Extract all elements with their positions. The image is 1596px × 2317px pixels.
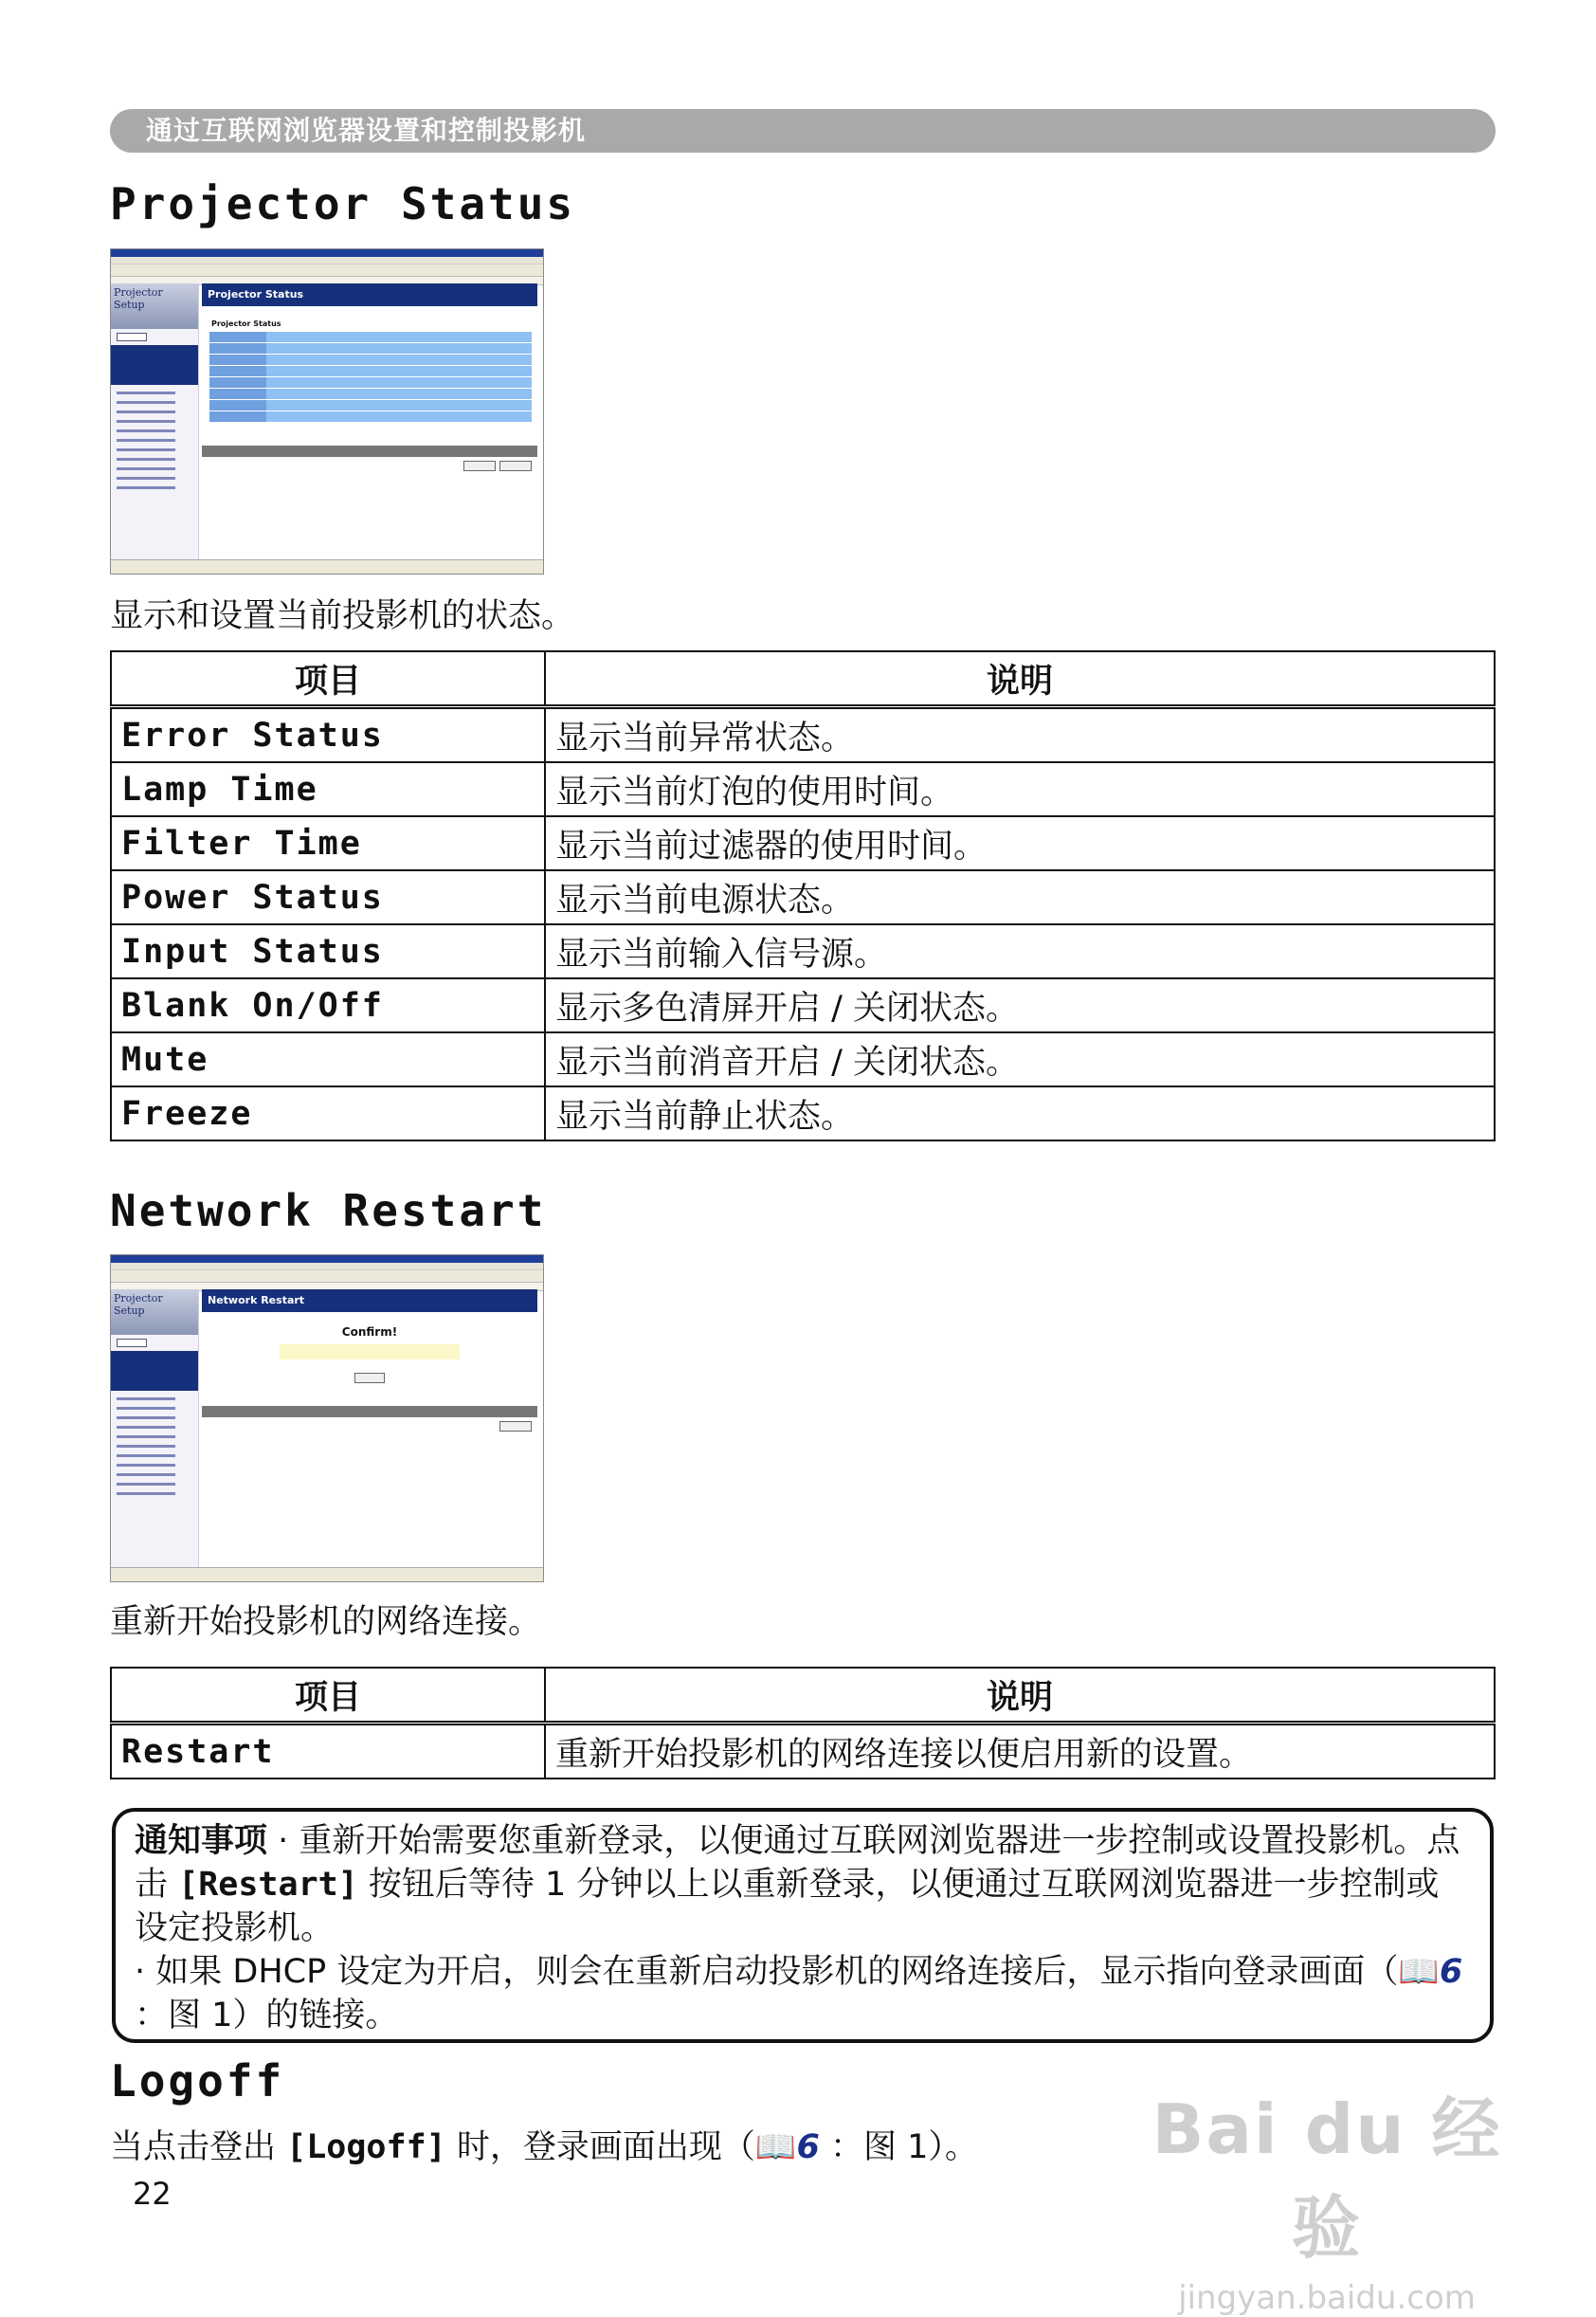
watermark [1137, 2074, 1516, 2317]
item-cell: Power Status [111, 870, 545, 924]
page-number: 22 [133, 2176, 172, 2212]
table-row [111, 870, 1495, 924]
restart-button-ref: [Restart] [178, 1866, 358, 1904]
table-row [111, 978, 1495, 1032]
projector-status-description: 显示和设置当前投影机的状态。 [110, 597, 575, 635]
notice-text-1b: 按钮后等待 1 分钟以上以重新登录，以便通过互联网浏览器进一步控制或设定投影机。 [135, 1866, 1440, 1947]
description-cell: 显示当前输入信号源。 [545, 924, 1495, 978]
chapter-header [110, 109, 1496, 153]
notice-text-2a: · 如果 DHCP 设定为开启，则会在重新启动投影机的网络连接后，显示指向登录画面（ [135, 1953, 1399, 1991]
table-row [111, 924, 1495, 978]
book-icon: 📖 [754, 2128, 797, 2166]
watermark-brand: Bai du 经验 [1152, 2089, 1502, 2268]
page-ref-number: 6 [796, 2128, 820, 2166]
description-cell: 显示当前消音开启 / 关闭状态。 [545, 1032, 1495, 1086]
logoff-text-c: ：图 1）。 [819, 2128, 978, 2166]
logoff-button-ref: [Logoff] [286, 2128, 446, 2166]
table-row [111, 707, 1495, 763]
description-cell: 显示当前静止状态。 [545, 1086, 1495, 1140]
book-icon: 📖 [1398, 1953, 1440, 1991]
item-cell: Error Status [111, 707, 545, 763]
screenshot-network-restart [110, 1254, 544, 1582]
page-ref-link[interactable] [755, 2128, 820, 2166]
network-restart-description: 重新开始投影机的网络连接。 [110, 1603, 542, 1641]
screenshot-main-title: Network Restart [202, 1289, 537, 1312]
item-cell: Filter Time [111, 816, 545, 870]
screenshot-main-title: Projector Status [202, 283, 537, 306]
table-row [111, 1032, 1495, 1086]
screenshot-sidebar [111, 1289, 199, 1568]
description-cell: 显示当前异常状态。 [545, 707, 1495, 763]
watermark-url: jingyan.baidu.com [1178, 2279, 1476, 2317]
logoff-text-b: 时，登录画面出现（ [445, 2128, 755, 2166]
page-ref-number: 6 [1439, 1953, 1463, 1991]
column-header-item: 项目 [111, 651, 545, 707]
description-cell: 显示当前灯泡的使用时间。 [545, 762, 1495, 816]
column-header-item: 项目 [111, 1668, 545, 1724]
column-header-description: 说明 [545, 651, 1495, 707]
section-title-network-restart: Network Restart [110, 1185, 547, 1236]
item-cell: Mute [111, 1032, 545, 1086]
chapter-header-title: 通过互联网浏览器设置和控制投影机 [146, 115, 587, 146]
screenshot-projector-status [110, 248, 544, 575]
table-header-row [111, 1668, 1495, 1724]
description-cell: 显示当前过滤器的使用时间。 [545, 816, 1495, 870]
notice-label: 通知事项 [135, 1822, 268, 1860]
screenshot-confirm-title: Confirm! [341, 1325, 398, 1339]
notice-text-1a: · 重新开始需要您重新登录，以便通过互联网浏览器进一步控制或设置投影机。点击 [135, 1822, 1460, 1904]
item-cell: Restart [111, 1724, 545, 1779]
page-ref-link[interactable] [1398, 1953, 1462, 1991]
table-row [111, 1086, 1495, 1140]
item-cell: Input Status [111, 924, 545, 978]
screenshot-sidebar [111, 283, 199, 560]
table-row [111, 816, 1495, 870]
logoff-text-a: 当点击登出 [110, 2128, 287, 2166]
section-title-projector-status: Projector Status [110, 178, 576, 229]
description-cell: 显示多色清屏开启 / 关闭状态。 [545, 978, 1495, 1032]
screenshot-logo: Projector Setup [111, 1289, 198, 1335]
screenshot-status-table [209, 332, 532, 423]
screenshot-subtitle: Projector Status [211, 319, 281, 328]
column-header-description: 说明 [545, 1668, 1495, 1724]
network-restart-table [110, 1667, 1496, 1779]
item-cell: Lamp Time [111, 762, 545, 816]
screenshot-logo: Projector Setup [111, 283, 198, 329]
notice-box [112, 1808, 1494, 2043]
description-cell: 显示当前电源状态。 [545, 870, 1495, 924]
item-cell: Freeze [111, 1086, 545, 1140]
description-cell: 重新开始投影机的网络连接以便启用新的设置。 [545, 1724, 1495, 1779]
table-row [111, 762, 1495, 816]
item-cell: Blank On/Off [111, 978, 545, 1032]
section-title-logoff: Logoff [110, 2055, 285, 2107]
projector-status-table [110, 650, 1496, 1141]
table-header-row [111, 651, 1495, 707]
logoff-description [110, 2121, 978, 2168]
table-row [111, 1724, 1495, 1779]
notice-text-2b: ：图 1）的链接。 [135, 1997, 399, 2034]
